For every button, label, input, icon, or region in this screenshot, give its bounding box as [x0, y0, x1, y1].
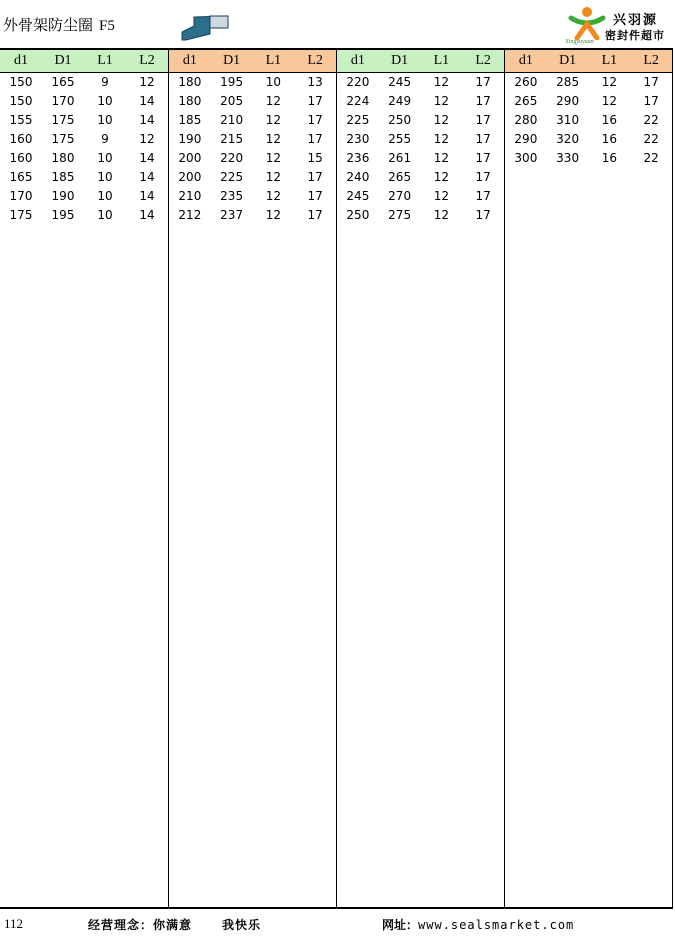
cell-d1: 261 — [388, 151, 412, 165]
cell-l2: 15 — [307, 151, 323, 165]
cell-l2: 17 — [307, 132, 323, 146]
cell-l1: 12 — [433, 94, 450, 108]
cell-l2: 22 — [643, 151, 659, 165]
cell-l1: 10 — [97, 170, 113, 184]
table-row — [169, 92, 336, 111]
table-row — [337, 92, 504, 111]
cell-d1: 240 — [346, 170, 370, 184]
product-code: F5 — [99, 18, 115, 34]
cell-l1: 12 — [433, 151, 450, 165]
page-title — [3, 14, 115, 35]
cell-l1: 12 — [433, 75, 450, 89]
column-header-d1: D1 — [223, 53, 241, 68]
cell-l1: 10 — [97, 189, 113, 203]
column-header-l2: L2 — [475, 53, 491, 68]
cell-l2: 14 — [139, 113, 155, 127]
cell-d1: 165 — [9, 170, 33, 184]
cell-d1: 265 — [514, 94, 538, 108]
column-header-d1: D1 — [391, 53, 409, 68]
cell-l2: 17 — [475, 75, 491, 89]
cell-l1: 12 — [265, 132, 282, 146]
cell-d1: 215 — [220, 132, 244, 146]
column-header-d1: D1 — [559, 53, 577, 68]
cell-l1: 16 — [601, 151, 618, 165]
column-header-d1: d1 — [14, 53, 28, 68]
cell-d1: 180 — [178, 75, 202, 89]
table-header — [337, 50, 504, 73]
cell-l1: 12 — [265, 189, 282, 203]
website — [382, 916, 574, 933]
table-row — [505, 130, 672, 149]
cell-d1: 236 — [346, 151, 370, 165]
table-row — [337, 206, 504, 225]
brand-name: 兴羽源 — [613, 13, 659, 28]
cell-l2: 13 — [307, 75, 323, 89]
product-name: 外骨架防尘圈 — [3, 16, 94, 34]
cell-d1: 195 — [220, 75, 244, 89]
cell-d1: 249 — [388, 94, 412, 108]
cell-d1: 310 — [556, 113, 580, 127]
cell-d1: 190 — [178, 132, 202, 146]
brand-logo — [565, 4, 670, 46]
cell-l1: 10 — [97, 151, 113, 165]
cell-l2: 14 — [139, 151, 155, 165]
column-header-d1: d1 — [182, 53, 197, 68]
cell-d1: 235 — [220, 189, 244, 203]
cell-l2: 17 — [307, 189, 323, 203]
cell-d1: 195 — [51, 208, 75, 222]
table-row — [337, 168, 504, 187]
table-block-4 — [504, 50, 672, 909]
cell-l1: 12 — [601, 75, 618, 89]
cell-d1: 224 — [346, 94, 370, 108]
table-row — [169, 168, 336, 187]
cell-d1: 205 — [220, 94, 244, 108]
cell-d1: 200 — [178, 151, 202, 165]
cell-l2: 14 — [139, 208, 155, 222]
column-header-d1: D1 — [54, 53, 72, 68]
seal-profile-icon — [180, 14, 230, 42]
cell-d1: 175 — [51, 113, 75, 127]
table-row — [337, 130, 504, 149]
table-block-1 — [0, 50, 168, 909]
cell-l2: 17 — [475, 208, 491, 222]
table-row — [505, 92, 672, 111]
cell-l2: 17 — [475, 94, 491, 108]
cell-d1: 155 — [9, 113, 33, 127]
cell-l2: 22 — [643, 113, 659, 127]
cell-d1: 212 — [178, 208, 202, 222]
website-label: 网址： — [382, 918, 419, 932]
cell-d1: 175 — [9, 208, 33, 222]
cell-d1: 250 — [388, 113, 412, 127]
size-table — [0, 48, 673, 909]
cell-d1: 170 — [51, 94, 75, 108]
cell-l1: 12 — [265, 208, 282, 222]
table-row — [169, 206, 336, 225]
cell-d1: 250 — [346, 208, 370, 222]
table-row — [169, 187, 336, 206]
cell-d1: 150 — [9, 94, 33, 108]
cell-l1: 9 — [101, 75, 109, 89]
cell-d1: 150 — [9, 75, 33, 89]
cell-d1: 185 — [51, 170, 75, 184]
table-header — [0, 50, 168, 73]
cell-l2: 12 — [139, 132, 155, 146]
cell-l1: 12 — [433, 132, 450, 146]
cell-d1: 275 — [388, 208, 412, 222]
brand-latin: Xingyuyuan — [565, 39, 594, 45]
cell-l2: 17 — [475, 189, 491, 203]
cell-l1: 16 — [601, 132, 618, 146]
motto-part-b: 我快乐 — [222, 918, 262, 932]
cell-d1: 300 — [514, 151, 538, 165]
page-number: 112 — [4, 916, 24, 931]
cell-d1: 220 — [346, 75, 370, 89]
cell-l2: 12 — [139, 75, 155, 89]
cell-l1: 9 — [101, 132, 109, 146]
person-logo-icon — [567, 6, 607, 40]
cell-l2: 14 — [139, 170, 155, 184]
cell-d1: 237 — [220, 208, 244, 222]
cell-l2: 17 — [643, 75, 659, 89]
table-row — [0, 92, 168, 111]
cell-d1: 220 — [220, 151, 244, 165]
cell-d1: 160 — [9, 132, 33, 146]
table-row — [505, 111, 672, 130]
table-row — [169, 73, 336, 92]
table-header — [169, 50, 336, 73]
column-header-d1: d1 — [350, 53, 365, 68]
cell-d1: 270 — [388, 189, 412, 203]
table-row — [169, 130, 336, 149]
table-block-3 — [336, 50, 504, 909]
cell-l1: 10 — [97, 208, 113, 222]
column-header-l2: L2 — [643, 53, 659, 68]
cell-l2: 17 — [307, 170, 323, 184]
cell-l2: 22 — [643, 132, 659, 146]
cell-d1: 280 — [514, 113, 538, 127]
cell-d1: 290 — [514, 132, 538, 146]
cell-l2: 17 — [307, 94, 323, 108]
cell-l1: 10 — [97, 94, 113, 108]
cell-l1: 12 — [265, 151, 282, 165]
cell-d1: 260 — [514, 75, 538, 89]
cell-d1: 175 — [51, 132, 75, 146]
cell-d1: 285 — [556, 75, 580, 89]
cell-l1: 12 — [265, 170, 282, 184]
table-row — [0, 187, 168, 206]
cell-d1: 245 — [388, 75, 412, 89]
cell-l2: 17 — [475, 151, 491, 165]
business-motto — [88, 916, 261, 933]
table-row — [0, 149, 168, 168]
table-row — [169, 111, 336, 130]
cell-l2: 17 — [307, 208, 323, 222]
cell-d1: 180 — [51, 151, 75, 165]
table-row — [0, 168, 168, 187]
table-row — [337, 111, 504, 130]
table-block-2 — [168, 50, 336, 909]
column-header-l1: L1 — [265, 53, 282, 68]
cell-l1: 12 — [601, 94, 618, 108]
cell-l2: 17 — [475, 113, 491, 127]
cell-d1: 225 — [346, 113, 370, 127]
cell-l1: 12 — [433, 170, 450, 184]
cell-d1: 230 — [346, 132, 370, 146]
cell-d1: 165 — [51, 75, 75, 89]
cell-d1: 290 — [556, 94, 580, 108]
motto-part-a: 经营理念：你满意 — [88, 918, 193, 932]
cell-d1: 320 — [556, 132, 580, 146]
cell-l1: 12 — [265, 94, 282, 108]
cell-l1: 12 — [433, 208, 450, 222]
column-header-l1: L1 — [433, 53, 450, 68]
cell-d1: 160 — [9, 151, 33, 165]
table-row — [0, 206, 168, 225]
website-url[interactable]: www.sealsmarket.com — [418, 918, 575, 932]
column-header-l1: L1 — [97, 53, 113, 68]
cell-l1: 12 — [265, 113, 282, 127]
cell-d1: 185 — [178, 113, 202, 127]
table-row — [505, 149, 672, 168]
cell-l2: 17 — [307, 113, 323, 127]
cell-l2: 14 — [139, 94, 155, 108]
table-row — [337, 73, 504, 92]
table-header — [505, 50, 672, 73]
cell-d1: 225 — [220, 170, 244, 184]
cell-l2: 17 — [475, 170, 491, 184]
table-row — [337, 187, 504, 206]
table-row — [505, 73, 672, 92]
cell-l1: 10 — [265, 75, 282, 89]
column-header-d1: d1 — [518, 53, 533, 68]
table-row — [169, 149, 336, 168]
table-row — [0, 130, 168, 149]
page-footer — [0, 915, 675, 935]
column-header-l2: L2 — [307, 53, 323, 68]
cell-d1: 245 — [346, 189, 370, 203]
cell-d1: 180 — [178, 94, 202, 108]
cell-d1: 170 — [9, 189, 33, 203]
cell-l2: 17 — [475, 132, 491, 146]
cell-d1: 190 — [51, 189, 75, 203]
table-row — [337, 149, 504, 168]
cell-d1: 210 — [178, 189, 202, 203]
cell-d1: 330 — [556, 151, 580, 165]
cell-l2: 17 — [643, 94, 659, 108]
cell-d1: 265 — [388, 170, 412, 184]
table-row — [0, 73, 168, 92]
brand-tagline: 密封件超市 — [605, 29, 665, 42]
cell-l1: 10 — [97, 113, 113, 127]
cell-l1: 16 — [601, 113, 618, 127]
cell-l1: 12 — [433, 113, 450, 127]
cell-d1: 210 — [220, 113, 244, 127]
cell-l2: 14 — [139, 189, 155, 203]
column-header-l1: L1 — [601, 53, 618, 68]
cell-l1: 12 — [433, 189, 450, 203]
column-header-l2: L2 — [139, 53, 155, 68]
cell-d1: 200 — [178, 170, 202, 184]
cell-d1: 255 — [388, 132, 412, 146]
table-row — [0, 111, 168, 130]
